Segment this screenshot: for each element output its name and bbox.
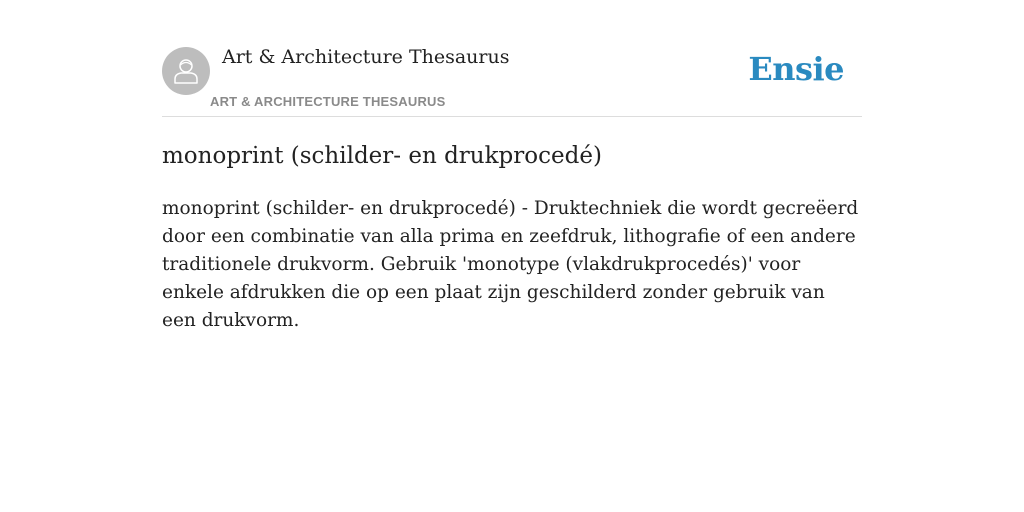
entry-definition: monoprint (schilder- en drukprocedé) - Druktechniek die wordt gecreëerd door een combinatie van alla prima en zeefdruk, lithografie of een andere traditionele drukvorm. Gebruik 'monotype (vlakdrukprocedés)' voor enkele afdrukken die op een plaat zijn geschilderd zonder gebruik van een drukvorm. — [162, 198, 859, 331]
category-label[interactable]: ART & ARCHITECTURE THESAURUS — [210, 94, 446, 109]
author-name[interactable]: Art & Architecture Thesaurus — [222, 46, 510, 68]
user-icon — [171, 56, 201, 86]
ensie-logo[interactable]: Ensie — [748, 50, 844, 88]
entry-title: monoprint (schilder- en drukprocedé) — [162, 143, 602, 169]
entry-header — [162, 44, 862, 117]
entry-card — [162, 44, 862, 335]
author-avatar[interactable] — [162, 47, 210, 95]
